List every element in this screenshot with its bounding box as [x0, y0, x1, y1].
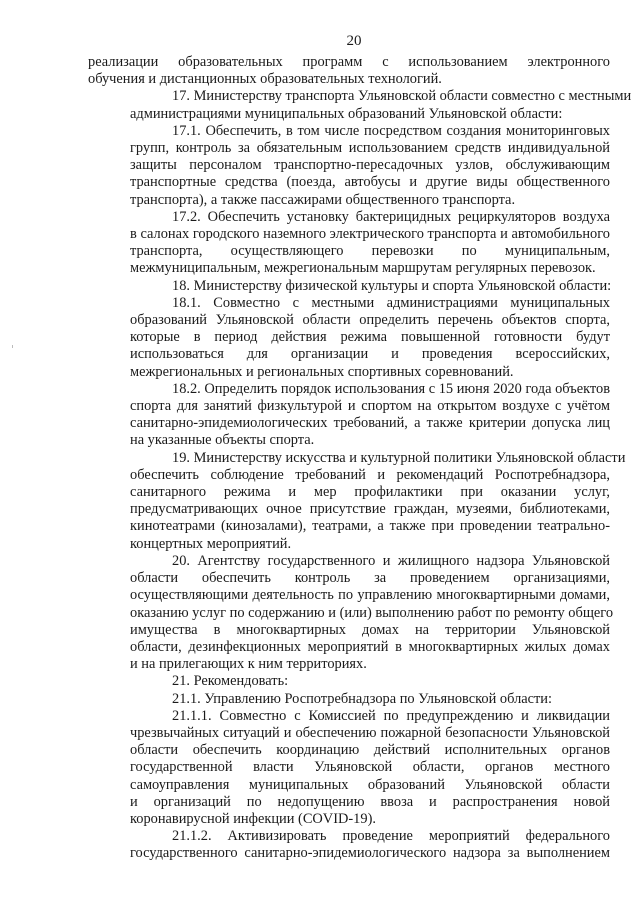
paragraph: [88, 88, 632, 122]
text-line: 20. Агентству государственного и жилищного надзора Ульяновской: [172, 552, 610, 569]
text-line: имущества в многоквартирных домах на территории Ульяновской: [130, 621, 610, 638]
scan-artifact: [12, 345, 13, 348]
text-line: обеспечить соблюдение требований и рекомендаций Роспотребнадзора,: [130, 466, 610, 483]
paragraph: [88, 552, 614, 673]
text-line: защиты персоналом транспортно-пересадочных узлов, обслуживающим: [130, 157, 610, 174]
text-line: и организаций по недопущению ввоза и распространения новой: [130, 793, 610, 810]
text-line: спорта для занятий физкультурой и спортом на открытом воздухе с учётом: [130, 398, 610, 415]
text-line: области, дезинфекционных мероприятий в многоквартирных жилых домах: [130, 638, 610, 655]
text-line: 18.1. Совместно с местными администрациями муниципальных: [172, 294, 610, 311]
text-line: межмуниципальным, межрегиональным маршрутам регулярных перевозок.: [130, 260, 596, 277]
text-line: санитарного режима и мер профилактики при оказании услуг,: [130, 484, 610, 501]
text-line: транспортные средства (поезда, автобусы и другие виды общественного: [130, 174, 610, 191]
text-line: администрациями муниципальных образований Ульяновской области:: [130, 105, 563, 122]
text-line: которые в период действия режима повышенной готовности будут: [130, 329, 610, 346]
text-line: на указанные объекты спорта.: [130, 432, 315, 449]
paragraph: [88, 691, 610, 708]
text-line: 19. Министерству искусства и культурной политики Ульяновской области: [172, 449, 626, 466]
paragraph: [88, 673, 610, 690]
text-line: области обеспечить координацию действий исполнительных органов: [130, 742, 610, 759]
text-line: обучения и дистанционных образовательных технологий.: [88, 71, 442, 88]
text-line: 17.2. Обеспечить установку бактерицидных рециркуляторов воздуха: [172, 208, 610, 225]
text-line: в салонах городского наземного электрического транспорта и автомобильного: [130, 226, 610, 243]
text-line: 21. Рекомендовать:: [172, 673, 289, 690]
paragraph: [88, 278, 610, 295]
text-line: реализации образовательных программ с использованием электронного: [88, 54, 610, 70]
text-line: оказанию услуг по содержанию и (или) выполнению работ по ремонту общего: [130, 604, 614, 621]
text-line: 21.1. Управлению Роспотребнадзора по Ульяновской области:: [172, 690, 553, 707]
document-body: [88, 54, 632, 863]
text-line: самоуправления муниципальных образований Ульяновской области: [130, 776, 610, 793]
paragraph: [88, 123, 610, 209]
document-page: [88, 32, 632, 863]
text-line: транспорта), а также пассажирами общественного транспорта.: [130, 191, 516, 208]
text-line: 17.1. Обеспечить, в том числе посредством создания мониторинговых: [172, 122, 610, 139]
page-number: 20: [346, 33, 362, 49]
text-line: межрегиональных и региональных спортивных соревнований.: [130, 363, 514, 380]
text-line: области обеспечить контроль за проведением организациями,: [130, 570, 610, 587]
paragraph: [88, 295, 610, 381]
text-line: образований Ульяновской области определить перечень объектов спорта,: [130, 312, 610, 329]
text-line: 21.1.1. Совместно с Комиссией по предупреждению и ликвидации: [172, 707, 610, 724]
text-line: и на прилегающих к ним территориях.: [130, 656, 367, 673]
text-line: использоваться для организации и проведения всероссийских,: [130, 346, 610, 363]
text-line: осуществляющими деятельность по управлению многоквартирными домами,: [130, 587, 610, 604]
text-line: транспорта, осуществляющего перевозки по муниципальным,: [130, 243, 610, 260]
text-line: чрезвычайных ситуаций и обеспечению пожарной безопасности Ульяновской: [130, 724, 610, 741]
paragraph: [88, 381, 610, 450]
paragraph: [88, 828, 610, 862]
text-line: государственной власти Ульяновской области, органов местного: [130, 759, 610, 776]
text-line: коронавирусной инфекции (COVID-19).: [130, 810, 376, 827]
text-line: 17. Министерству транспорта Ульяновской области совместно с местными: [172, 88, 632, 105]
text-line: предусматривающих очное присутствие граждан, музеями, библиотеками,: [130, 501, 610, 518]
text-line: концертных мероприятий.: [130, 535, 292, 552]
text-line: групп, контроль за обязательным использованием средств индивидуальной: [130, 140, 610, 157]
paragraph: [88, 449, 626, 553]
text-line: санитарно-эпидемиологических требований, а также критерии допуска лиц: [130, 415, 610, 432]
paragraph: [88, 54, 610, 88]
text-line: 21.1.2. Активизировать проведение мероприятий федерального: [172, 828, 610, 845]
paragraph: [88, 209, 610, 278]
paragraph: [88, 708, 610, 828]
text-line: кинотеатрами (кинозалами), театрами, а также при проведении театрально-: [130, 518, 610, 535]
text-line: государственного санитарно-эпидемиологического надзора за выполнением: [130, 845, 610, 862]
text-line: 18. Министерству физической культуры и спорта Ульяновской области:: [172, 277, 612, 294]
text-line: 18.2. Определить порядок использования с 15 июня 2020 года объектов: [172, 380, 610, 397]
